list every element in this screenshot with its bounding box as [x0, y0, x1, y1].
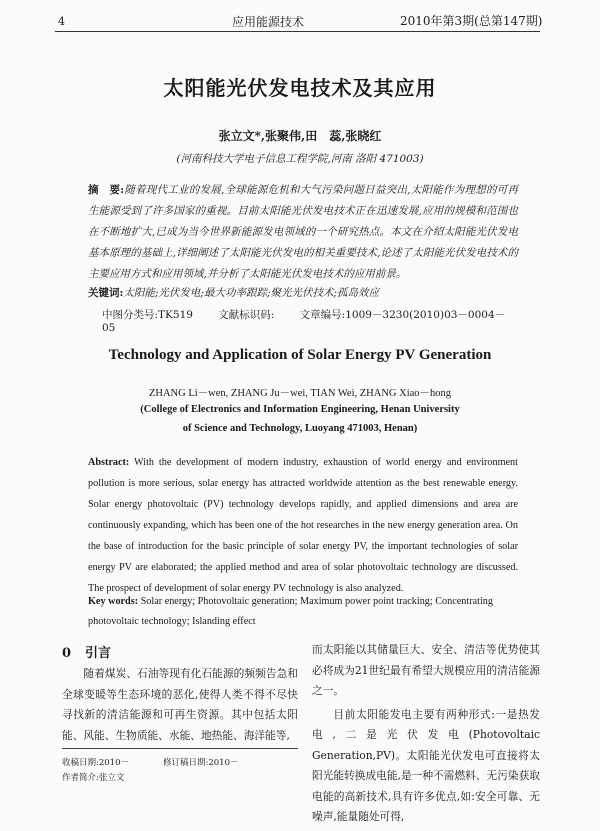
en-abstract: [88, 452, 518, 599]
cn-abstract-label: 摘 要:: [88, 184, 125, 196]
en-affiliation-line-2: of Science and Technology, Luoyang 471003, Henan): [182, 423, 418, 434]
body-paragraph: 而太阳能以其储量巨大、安全、清洁等优势使其必将成为21世纪最有希望大规模应用的清洁能源之一。: [312, 643, 540, 697]
received-date: 收稿日期:2010－: [62, 758, 129, 768]
en-abstract-text: With the development of modern industry, exhaustion of world energy and environment pollution is more serious, solar energy has attracted worldwide attention as the best renewable energy. Solar energy photovoltaic (PV) technology develops rapidly, and applied dimensions and area are continuously expanding, which has been one of the hot researches in the new energy generation area. On the base of introduction for the basic principle of solar energy PV, the important technologies of solar energy PV are elaborated; the applied method and area of solar photovoltaic technology are discussed. The prospect of development of solar energy PV technology is also analyzed.: [88, 457, 518, 594]
cn-authors: 张立文*,张聚伟,田 蕊,张晓红: [218, 129, 382, 143]
section-number: 0: [62, 646, 72, 661]
cn-affiliation: (河南科技大学电子信息工程学院,河南 洛阳 471003): [176, 153, 424, 165]
revised-date: 修订稿日期:2010－: [163, 758, 239, 768]
en-authors: ZHANG Li－wen, ZHANG Ju－wei, TIAN Wei, ZHANG Xiao－hong: [148, 388, 452, 399]
classification-line: [102, 307, 522, 334]
author-introduction: 作者简介:张立文: [62, 773, 125, 783]
document-code: 文献标识码:: [218, 309, 275, 321]
cn-keywords: [88, 285, 518, 300]
en-keywords-label: Key words:: [88, 596, 139, 607]
cn-abstract: [88, 180, 518, 285]
header-rule: [55, 31, 540, 32]
cn-keywords-label: 关键词:: [88, 287, 124, 299]
cn-title: 太阳能光伏发电技术及其应用: [163, 76, 437, 100]
page-number: 4: [58, 15, 65, 28]
body-left-column: 随着煤炭、石油等现有化石能源的频频告急和全球变暖等生态环境的恶化,使得人类不得不尽快寻找新的清洁能源和可再生资源。其中包括太阳能、风能、生物质能、水能、地热能、海洋能等,: [62, 667, 298, 742]
class-number: 中图分类号:TK519: [102, 309, 193, 321]
section-heading: [62, 642, 111, 661]
cn-keywords-text: 太阳能;光伏发电;最大功率跟踪;聚光光伏技术;孤岛效应: [123, 287, 380, 299]
issue-info: 2010年第3期(总第147期): [400, 14, 543, 28]
en-title: Technology and Application of Solar Energy PV Generation: [108, 347, 492, 363]
footnote-rule: [62, 748, 298, 749]
cn-abstract-text: 随着现代工业的发展,全球能源危机和大气污染问题日益突出,太阳能作为理想的可再生能源受到了许多国家的重视。目前太阳能光伏发电技术正在迅速发展,应用的规模和范围也在不断地扩大,已成为当今世界新能源发电领域的一个研究热点。本文在介绍太阳能光伏发电基本原理的基础上,详细阐述了太阳能光伏发电的相关重要技术,论述了太阳能光伏发电技术的主要应用方式和应用领域,并分析了太阳能光伏发电技术的应用前景。: [88, 184, 518, 280]
section-title: 引言: [85, 646, 112, 661]
en-affiliation-line-1: (College of Electronics and Information Engineering, Henan University: [140, 404, 460, 415]
running-header: [0, 0, 600, 34]
body-paragraph: 目前太阳能发电主要有两种形式:一是热发电,二是光伏发电(Photovoltaic Generation,PV)。太阳能光伏发电可直接将太阳光能转换成电能,是一种不需燃料、无污染获取电能的高新技术,具有许多优点,如:安全可靠、无噪声,能量随处可得,: [312, 707, 540, 823]
en-abstract-label: Abstract:: [88, 457, 130, 468]
journal-name: 应用能源技术: [232, 15, 305, 29]
en-keywords-text: Solar energy; Photovoltaic generation; Maximum power point tracking; Concentrating photovoltaic technology; Islanding effect: [88, 596, 493, 627]
footnote-dates: [62, 756, 239, 768]
article-number: 文章编号:1009－3230(2010)03－0004－05: [102, 309, 506, 334]
body-right-column: [312, 640, 540, 831]
en-keywords: [88, 592, 518, 632]
